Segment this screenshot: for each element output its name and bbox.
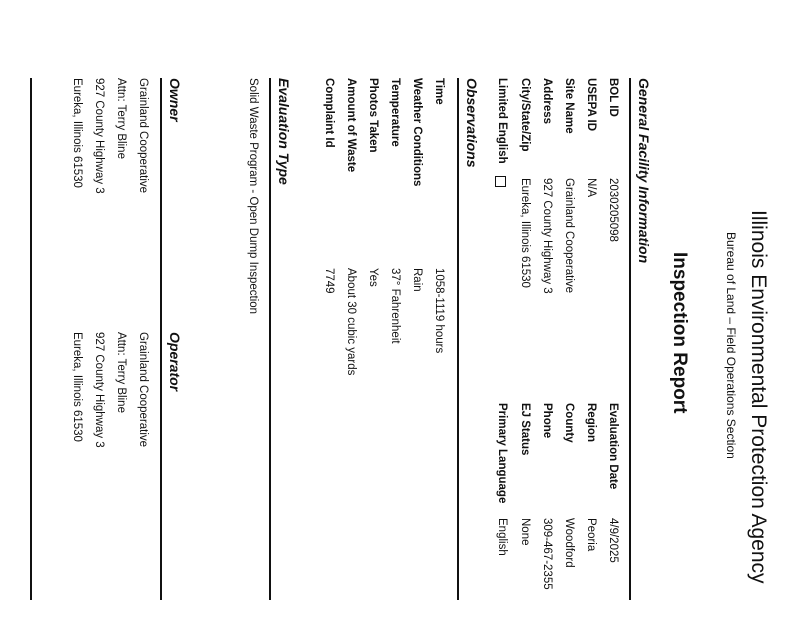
operator-heading: Operator [167,332,183,392]
county-value: Woodford [563,518,575,568]
operator-line: Attn: Terry Bline [115,332,127,413]
evaluation-type-divider [269,78,271,600]
amount-of-waste-label: Amount of Waste [345,78,357,173]
agency-name: Illinois Environmental Protection Agency [747,210,770,584]
report-title: Inspection Report [669,252,690,414]
operator-line: 927 County Highway 3 [93,332,105,448]
phone-label: Phone [541,403,553,439]
region-label: Region [585,403,597,442]
owner-line: 927 County Highway 3 [93,78,105,194]
weather-label: Weather Conditions [411,78,423,187]
bottom-divider [30,78,32,600]
city-state-zip-value: Eureka, Illinois 61530 [519,178,531,288]
ej-status-value: None [519,518,531,546]
observations-divider [457,78,459,600]
evaluation-type-value: Solid Waste Program - Open Dump Inspection [247,78,259,315]
county-label: County [563,403,575,443]
limited-english-checkbox[interactable] [495,176,506,187]
temperature-label: Temperature [389,78,401,147]
city-state-zip-label: City/State/Zip [519,78,531,152]
owner-line: Attn: Terry Bline [115,78,127,159]
primary-language-label: Primary Language [496,403,508,504]
time-value: 1058-1119 hours [433,268,445,354]
usepa-id-value: N/A [585,178,597,198]
complaint-id-value: 7749 [323,268,335,294]
operator-line: Eureka, Illinois 61530 [71,332,83,442]
observations-heading: Observations [464,78,480,168]
owner-line: Eureka, Illinois 61530 [71,78,83,188]
primary-language-value: English [496,518,508,556]
bureau-name: Bureau of Land – Field Operations Section [724,232,738,459]
facility-heading: General Facility Information [636,78,652,264]
address-value: 927 County Highway 3 [541,178,553,294]
evaluation-date-value: 4/9/2025 [607,518,619,563]
owner-operator-divider [160,78,162,600]
evaluation-type-heading: Evaluation Type [276,78,292,185]
site-name-value: Grainland Cooperative [563,178,575,294]
evaluation-date-label: Evaluation Date [607,403,619,490]
phone-value: 309-467-2355 [541,518,553,590]
complaint-id-label: Complaint Id [323,78,335,148]
temperature-value: 37° Fahrenheit [389,268,401,344]
bol-id-value: 2030205098 [607,178,619,242]
address-label: Address [541,78,553,125]
owner-heading: Owner [167,78,183,122]
owner-line: Grainland Cooperative [137,78,149,194]
amount-of-waste-value: About 30 cubic yards [345,268,357,376]
facility-divider [629,78,631,600]
usepa-id-label: USEPA ID [585,78,597,132]
limited-english-label: Limited English [496,78,508,164]
ej-status-label: EJ Status [519,403,531,456]
bol-id-label: BOL ID [607,78,619,117]
photos-taken-value: Yes [367,268,379,287]
region-value: Peoria [585,518,597,552]
time-label: Time [433,78,445,105]
operator-line: Grainland Cooperative [137,332,149,448]
weather-value: Rain [411,268,423,292]
site-name-label: Site Name [563,78,575,134]
photos-taken-label: Photos Taken [367,78,379,153]
